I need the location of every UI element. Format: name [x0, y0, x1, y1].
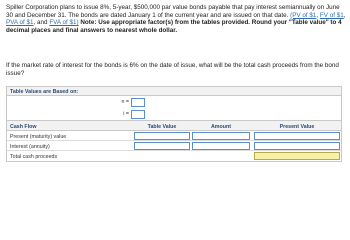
table-values-header: Table Values are Based on: — [7, 87, 341, 96]
i-input[interactable] — [131, 110, 145, 119]
problem-statement: Spiller Corporation plans to issue 8%, 5-year, $500,000 par value bonds payable that pay interest semiannually on June 30 and December 31. The bonds are dated January 1 of the current year and are issued on that date. (PV of $1, FV of $1, PVA of $1, and FVA of $1) Note: Use appropriate factor(s) from the tables provided. Round your "Table value" to 4 decimal places and final answers to nearest whole dollar. — [6, 4, 346, 34]
row-label: Present (maturity) value — [10, 133, 67, 140]
n-input[interactable] — [131, 98, 145, 107]
link-fva-of-1[interactable]: FVA of $1) — [49, 19, 79, 26]
interest-present-value-input[interactable] — [254, 142, 340, 150]
table-row-interest — [7, 141, 341, 151]
n-row — [7, 96, 341, 108]
problem-note: Note: Use appropriate factor(s) from the tables provided. Round your "Table value" to 4 decimal places and final answers to nearest whole dollar. — [6, 19, 342, 34]
question-text: If the market rate of interest for the bonds is 6% on the date of issue, what will be the total cash proceeds from the bond issue? — [6, 62, 339, 77]
maturity-table-value-input[interactable] — [134, 132, 190, 140]
table-header-row — [7, 120, 341, 131]
link-pv-of-1[interactable]: (PV of $1 — [290, 11, 317, 19]
problem-text: Spiller Corporation plans to issue 8%, 5-year, $500,000 par value bonds payable that pay interest semiannually on June 30 and December 31. The bonds are dated January 1 of the current year and are issued on that date. — [6, 4, 340, 19]
header-cash-flow: Cash Flow — [10, 124, 37, 130]
header-present-value: Present Value — [279, 124, 315, 130]
link-pva-of-1[interactable]: PVA of $1 — [6, 19, 34, 26]
header-table-value: Table Value — [147, 124, 177, 130]
table-row-maturity — [7, 131, 341, 141]
present-value-table — [6, 86, 342, 162]
table-row-total — [7, 151, 341, 161]
n-label: n = — [121, 99, 129, 105]
interest-table-value-input[interactable] — [134, 142, 190, 150]
maturity-amount-input[interactable] — [192, 132, 250, 140]
row-label: Total cash proceeds — [10, 153, 58, 160]
maturity-present-value-input[interactable] — [254, 132, 340, 140]
total-cash-proceeds-input[interactable] — [254, 152, 340, 160]
header-amount: Amount — [210, 124, 231, 130]
i-row — [7, 108, 341, 120]
link-fv-of-1[interactable]: FV of $1 — [319, 11, 344, 19]
row-label: Interest (annuity) — [10, 143, 50, 150]
i-label: i = — [123, 111, 129, 117]
interest-amount-input[interactable] — [192, 142, 250, 150]
